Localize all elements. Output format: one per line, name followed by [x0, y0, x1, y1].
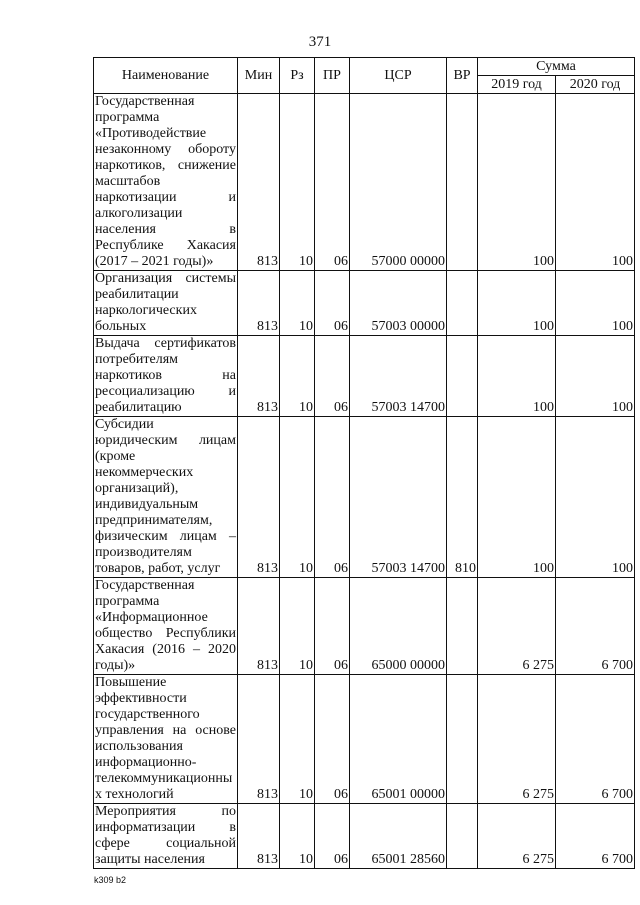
table-row: [94, 675, 635, 804]
row-min: 813: [238, 578, 280, 675]
table-row: [94, 271, 635, 336]
row-name: Государственная программа «Противодействие незаконному обороту наркотиков, снижение масштабов наркотизации и алкоголизации населения в Республике Хакасия (2017 – 2021 годы)»: [95, 94, 236, 269]
row-pr: 06: [315, 417, 350, 578]
row-name: Выдача сертификатов потребителям наркотиков на ресоциализацию и реабилитацию: [95, 336, 236, 415]
row-rz: 10: [280, 675, 315, 804]
table-row: [94, 94, 635, 271]
row-vr: [447, 336, 478, 417]
header-year-2019: 2019 год: [478, 76, 556, 94]
row-rz: 10: [280, 804, 315, 869]
header-year-2020: 2020 год: [556, 76, 635, 94]
page-number: 371: [308, 34, 332, 50]
row-sum-2019: 6 275: [478, 578, 556, 675]
table-row: [94, 804, 635, 869]
row-vr: [447, 804, 478, 869]
row-rz: 10: [280, 271, 315, 336]
row-vr: [447, 94, 478, 271]
row-csr: 57000 00000: [350, 94, 447, 271]
row-name: Повышение эффективности государственного управления на основе использования информационно-телекоммуникационных технологий: [95, 675, 236, 802]
budget-table: [93, 57, 635, 869]
row-csr: 65001 28560: [350, 804, 447, 869]
row-min: 813: [238, 94, 280, 271]
row-sum-2019: 100: [478, 417, 556, 578]
row-name: Субсидии юридическим лицам (кроме некоммерческих организаций), индивидуальным предпринимателям, физическим лицам – производителям товаров, работ, услуг: [95, 417, 236, 576]
row-pr: 06: [315, 578, 350, 675]
row-vr: [447, 578, 478, 675]
row-name: Мероприятия по информатизации в сфере социальной защиты населения: [95, 804, 236, 867]
row-csr: 65000 00000: [350, 578, 447, 675]
row-vr: 810: [447, 417, 478, 578]
header-rz: Рз: [280, 58, 315, 94]
row-pr: 06: [315, 94, 350, 271]
row-min: 813: [238, 804, 280, 869]
row-sum-2019: 100: [478, 336, 556, 417]
table-row: [94, 417, 635, 578]
row-pr: 06: [315, 271, 350, 336]
row-sum-2019: 6 275: [478, 675, 556, 804]
row-min: 813: [238, 336, 280, 417]
row-name: Государственная программа «Информационное общество Республики Хакасия (2016 – 2020 годы)»: [95, 578, 236, 673]
table-row: [94, 336, 635, 417]
table-row: [94, 578, 635, 675]
header-sum: Сумма: [478, 58, 635, 76]
row-sum-2019: 6 275: [478, 804, 556, 869]
row-sum-2020: 100: [556, 336, 635, 417]
document-code: k309 b2: [94, 875, 127, 885]
row-vr: [447, 271, 478, 336]
row-sum-2019: 100: [478, 271, 556, 336]
row-rz: 10: [280, 417, 315, 578]
header-pr: ПР: [315, 58, 350, 94]
row-sum-2020: 6 700: [556, 675, 635, 804]
row-csr: 65001 00000: [350, 675, 447, 804]
row-csr: 57003 14700: [350, 417, 447, 578]
row-vr: [447, 675, 478, 804]
row-sum-2020: 100: [556, 94, 635, 271]
header-vr: ВР: [447, 58, 478, 94]
header-csr: ЦСР: [350, 58, 447, 94]
row-sum-2020: 6 700: [556, 804, 635, 869]
row-name: Организация системы реабилитации наркологических больных: [95, 271, 236, 334]
row-pr: 06: [315, 675, 350, 804]
row-pr: 06: [315, 804, 350, 869]
row-csr: 57003 14700: [350, 336, 447, 417]
row-rz: 10: [280, 578, 315, 675]
row-min: 813: [238, 417, 280, 578]
row-sum-2020: 100: [556, 417, 635, 578]
header-min: Мин: [238, 58, 280, 94]
row-min: 813: [238, 675, 280, 804]
row-sum-2020: 100: [556, 271, 635, 336]
row-rz: 10: [280, 336, 315, 417]
row-rz: 10: [280, 94, 315, 271]
row-csr: 57003 00000: [350, 271, 447, 336]
row-sum-2019: 100: [478, 94, 556, 271]
row-sum-2020: 6 700: [556, 578, 635, 675]
row-pr: 06: [315, 336, 350, 417]
header-name: Наименование: [94, 58, 238, 94]
row-min: 813: [238, 271, 280, 336]
